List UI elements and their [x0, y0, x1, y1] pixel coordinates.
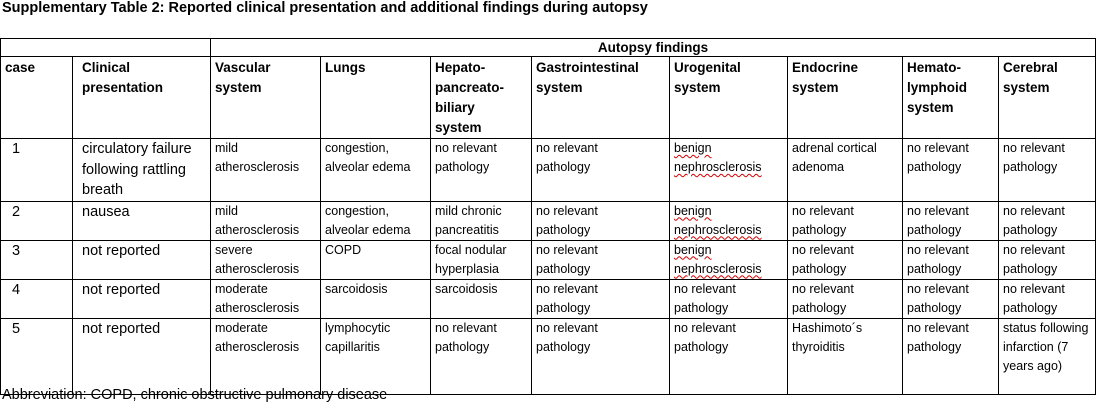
cell-uro-text: benign nephrosclerosis: [674, 242, 762, 276]
table-row: [1, 279, 1096, 318]
table-row: [1, 240, 1096, 279]
cell-case: 4: [1, 279, 73, 318]
cell-lungs: COPD: [321, 240, 431, 279]
col-header-uro: Urogenital system: [670, 57, 788, 139]
cell-uro-text: benign nephrosclerosis: [674, 141, 762, 174]
cell-hepato: no relevant pathology: [431, 139, 532, 202]
cell-uro-text: benign nephrosclerosis: [674, 203, 762, 237]
col-header-hepato: Hepato-pancreato-biliary system: [431, 57, 532, 139]
col-header-lungs: Lungs: [321, 57, 431, 139]
col-header-endo: Endocrine system: [788, 57, 903, 139]
cell-hepato: sarcoidosis: [431, 279, 532, 318]
cell-gi: no relevant pathology: [532, 139, 670, 202]
cell-hepato: mild chronic pancreatitis: [431, 201, 532, 240]
cell-hemato: no relevant pathology: [903, 201, 999, 240]
table-row: [1, 201, 1096, 240]
cell-case: 1: [1, 139, 73, 202]
cell-cerebral: no relevant pathology: [999, 139, 1096, 202]
cell-cerebral: no relevant pathology: [999, 201, 1096, 240]
cell-uro: [670, 240, 788, 279]
cell-lungs: sarcoidosis: [321, 279, 431, 318]
cell-hemato: no relevant pathology: [903, 318, 999, 394]
cell-clinical: circulatory failure following rattling breath: [73, 139, 211, 202]
cell-gi: no relevant pathology: [532, 201, 670, 240]
cell-vascular: severe atherosclerosis: [211, 240, 321, 279]
cell-case: 2: [1, 201, 73, 240]
cell-uro: no relevant pathology: [670, 279, 788, 318]
cell-endo: no relevant pathology: [788, 240, 903, 279]
cell-gi: no relevant pathology: [532, 240, 670, 279]
cell-cerebral: no relevant pathology: [999, 240, 1096, 279]
cell-hemato: no relevant pathology: [903, 240, 999, 279]
column-header-row: [1, 57, 1096, 139]
col-header-case: case: [1, 57, 73, 139]
table-caption: Supplementary Table 2: Reported clinical presentation and additional findings during autopsy: [2, 0, 648, 16]
cell-gi: no relevant pathology: [532, 318, 670, 394]
table-row: [1, 318, 1096, 394]
cell-cerebral: no relevant pathology: [999, 279, 1096, 318]
cell-vascular: moderate atherosclerosis: [211, 318, 321, 394]
cell-clinical: not reported: [73, 318, 211, 394]
cell-vascular: mild atherosclerosis: [211, 139, 321, 202]
cell-uro: no relevant pathology: [670, 318, 788, 394]
cell-hemato: no relevant pathology: [903, 279, 999, 318]
cell-endo: Hashimoto´s thyroiditis: [788, 318, 903, 394]
cell-endo: no relevant pathology: [788, 201, 903, 240]
cell-clinical: nausea: [73, 201, 211, 240]
col-header-hemato: Hemato-lymphoid system: [903, 57, 999, 139]
cell-vascular: moderate atherosclerosis: [211, 279, 321, 318]
cell-hepato: no relevant pathology: [431, 318, 532, 394]
cell-lungs: congestion, alveolar edema: [321, 201, 431, 240]
empty-header-cell: [1, 39, 211, 57]
autopsy-findings-header: Autopsy findings: [211, 39, 1096, 57]
table-footnote: Abbreviation: COPD, chronic obstructive pulmonary disease: [2, 387, 388, 403]
cell-case: 3: [1, 240, 73, 279]
col-header-clinical: Clinical presentation: [73, 57, 211, 139]
cell-uro: [670, 201, 788, 240]
col-header-gi: Gastrointestinal system: [532, 57, 670, 139]
cell-vascular: mild atherosclerosis: [211, 201, 321, 240]
cell-lungs: lymphocytic capillaritis: [321, 318, 431, 394]
autopsy-findings-table: [0, 38, 1096, 395]
cell-hemato: no relevant pathology: [903, 139, 999, 202]
cell-clinical: not reported: [73, 279, 211, 318]
cell-gi: no relevant pathology: [532, 279, 670, 318]
cell-case: 5: [1, 318, 73, 394]
col-header-vascular: Vascular system: [211, 57, 321, 139]
col-header-cerebral: Cerebral system: [999, 57, 1096, 139]
cell-cerebral: status following infarction (7 years ago): [999, 318, 1096, 394]
group-header-row: [1, 39, 1096, 57]
cell-clinical: not reported: [73, 240, 211, 279]
cell-uro: [670, 139, 788, 202]
cell-lungs: congestion, alveolar edema: [321, 139, 431, 202]
table-row: [1, 139, 1096, 202]
cell-endo: adrenal cortical adenoma: [788, 139, 903, 202]
cell-endo: no relevant pathology: [788, 279, 903, 318]
cell-hepato: focal nodular hyperplasia: [431, 240, 532, 279]
